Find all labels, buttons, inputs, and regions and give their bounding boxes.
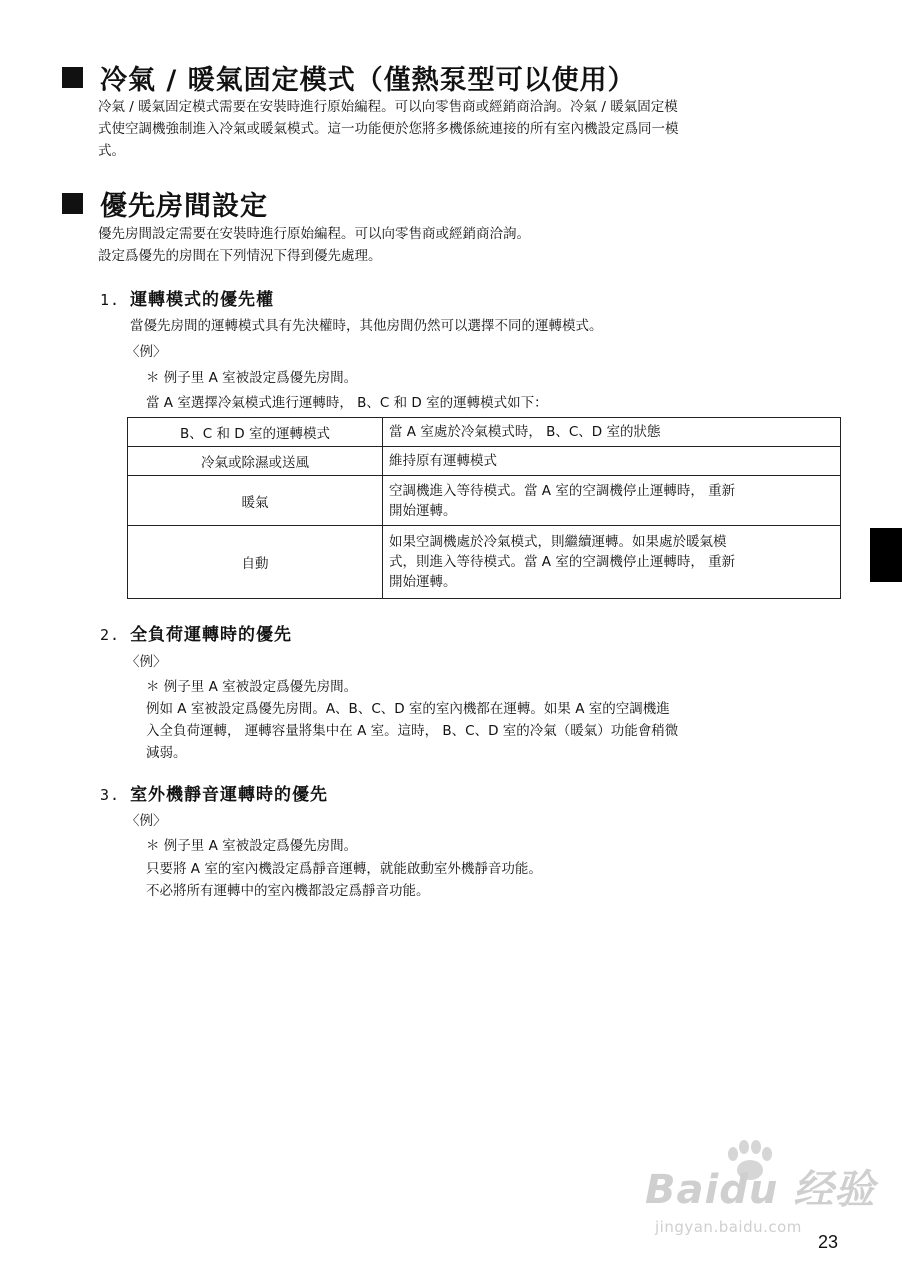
table-cell-line: 如果空調機處於冷氣模式，則繼續運轉。如果處於暖氣模 <box>389 534 727 550</box>
example-label: 〈例〉 <box>126 813 167 829</box>
square-bullet-icon <box>62 67 83 88</box>
example-bullet: ＊ 例子里 A 室被設定爲優先房間。 <box>146 679 358 695</box>
example-label: 〈例〉 <box>126 654 167 670</box>
paragraph-line: 冷氣 / 暖氣固定模式需要在安裝時進行原始編程。可以向零售商或經銷商洽詢。冷氣 / 暖氣固定模 <box>98 99 678 115</box>
item-paragraph <box>146 858 841 902</box>
section-title: 優先房間設定 <box>100 191 268 222</box>
section-paragraph <box>98 96 843 162</box>
example-bullet: ＊ 例子里 A 室被設定爲優先房間。 <box>146 838 358 854</box>
example-label: 〈例〉 <box>126 344 167 360</box>
watermark-url: jingyan.baidu.com <box>655 1218 802 1236</box>
table-row <box>128 526 841 599</box>
baidu-watermark <box>645 1140 876 1240</box>
section-heading-fixed-mode <box>62 58 636 97</box>
item-heading-1 <box>100 285 274 310</box>
page-number: 23 <box>818 1232 839 1252</box>
table-cell-mode: 冷氣或除濕或送風 <box>128 447 383 476</box>
table-row <box>128 476 841 526</box>
paragraph-line: 不必將所有運轉中的室內機都設定爲靜音功能。 <box>146 883 430 899</box>
table-cell-state <box>383 447 841 476</box>
item-title: 室外機靜音運轉時的優先 <box>130 785 329 805</box>
table-cell-line: 式，則進入等待模式。當 A 室的空調機停止運轉時， 重新 <box>389 554 736 570</box>
square-bullet-icon <box>62 193 83 214</box>
paragraph-line: 例如 A 室被設定爲優先房間。A、B、C、D 室的室內機都在運轉。如果 A 室的空調機進 <box>146 701 670 717</box>
table-cell-state <box>383 526 841 599</box>
example-bullet: ＊ 例子里 A 室被設定爲優先房間。 <box>146 370 358 386</box>
item-number: 1. <box>100 291 121 309</box>
paragraph-line: 式。 <box>98 143 125 159</box>
paragraph-line: 入全負荷運轉， 運轉容量將集中在 A 室。這時， B、C、D 室的冷氣（暖氣）功能會稍微 <box>146 723 679 739</box>
mode-state-table <box>127 417 841 599</box>
item-number: 2. <box>100 626 121 644</box>
item-heading-3 <box>100 780 328 805</box>
section-paragraph <box>98 223 843 267</box>
table-header-cell: B、C 和 D 室的運轉模式 <box>128 418 383 447</box>
item-heading-2 <box>100 620 292 645</box>
paragraph-line: 式使空調機強制進入冷氣或暖氣模式。這一功能便於您將多機係統連接的所有室內機設定爲同一模 <box>98 121 679 137</box>
table-cell-line: 開始運轉。 <box>389 502 457 519</box>
table-cell-line: 維持原有運轉模式 <box>389 453 497 469</box>
item-description: 當優先房間的運轉模式具有先決權時，其他房間仍然可以選擇不同的運轉模式。 <box>130 318 603 334</box>
chapter-tab-marker <box>870 528 902 582</box>
example-intro: 當 A 室選擇冷氣模式進行運轉時， B、C 和 D 室的運轉模式如下： <box>146 395 548 411</box>
table-cell-line: 開始運轉。 <box>389 574 457 590</box>
item-paragraph <box>146 698 841 764</box>
watermark-logo-text: Baidu 经验 <box>645 1167 876 1213</box>
paragraph-line: 只要將 A 室的室內機設定爲靜音運轉，就能啟動室外機靜音功能。 <box>146 861 542 877</box>
section-title: 冷氣 / 暖氣固定模式（僅熱泵型可以使用） <box>100 65 636 96</box>
table-header-row <box>128 418 841 447</box>
item-title: 全負荷運轉時的優先 <box>130 625 293 645</box>
table-row <box>128 447 841 476</box>
table-cell-state <box>383 476 841 526</box>
table-cell-mode: 自動 <box>128 526 383 599</box>
table-cell-line: 空調機進入等待模式。當 A 室的空調機停止運轉時， 重新 <box>389 482 736 499</box>
item-number: 3. <box>100 786 121 804</box>
paragraph-line: 減弱。 <box>146 745 187 761</box>
table-cell-mode: 暖氣 <box>128 476 383 526</box>
table-header-cell: 當 A 室處於冷氣模式時， B、C、D 室的狀態 <box>383 418 841 447</box>
section-heading-priority-room <box>62 184 268 223</box>
paragraph-line: 優先房間設定需要在安裝時進行原始編程。可以向零售商或經銷商洽詢。 <box>98 226 530 242</box>
paragraph-line: 設定爲優先的房間在下列情況下得到優先處理。 <box>98 248 382 264</box>
item-title: 運轉模式的優先權 <box>130 290 275 310</box>
